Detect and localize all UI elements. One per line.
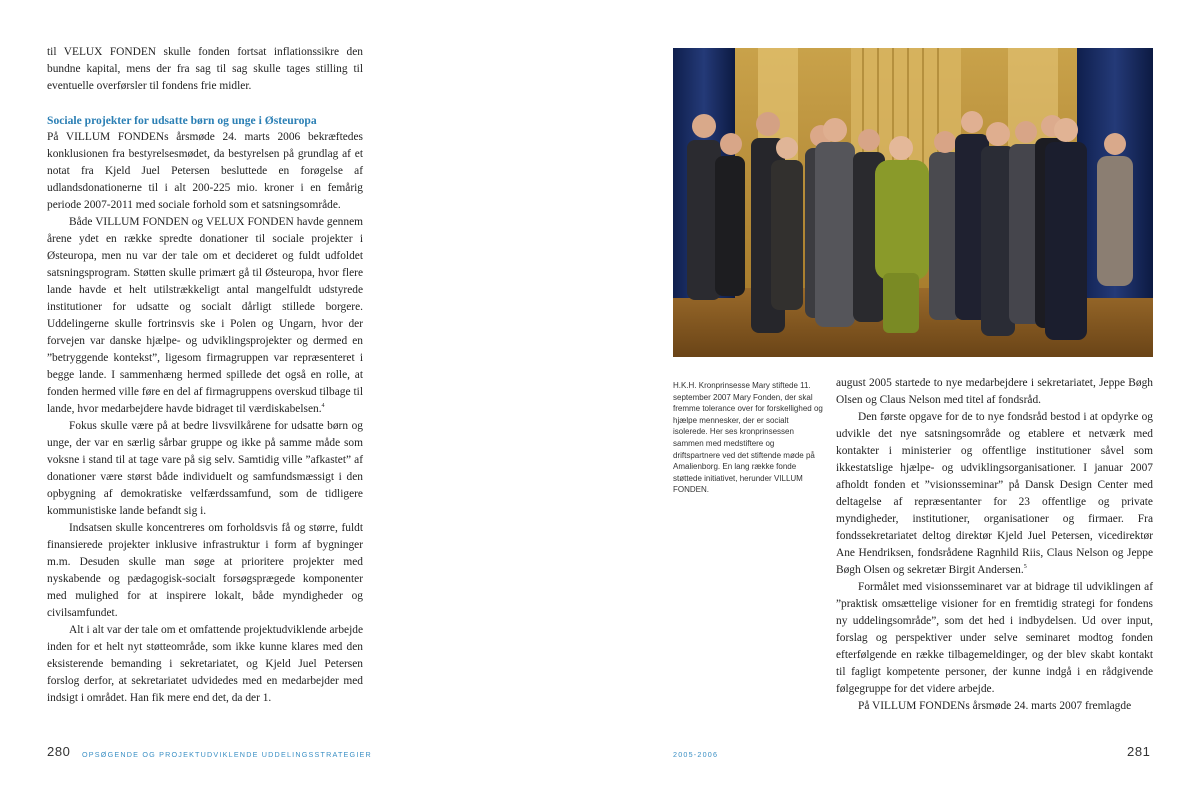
paragraph: På VILLUM FONDENs årsmøde 24. marts 2006 bekræftedes konklusionen fra bestyrelsesmødet, da bestyrelsen på grundlag af et notat fra Kjeld Juel Petersen besluttede en forøgelse af udlandsdonationerne til i alt 200-225 mio. kroner i en femårig periode 2007-2011 med sociale forhold som et satsningsområde.: [47, 131, 363, 211]
section-heading: Sociale projekter for udsatte børn og unge i Østeuropa: [47, 114, 317, 127]
paragraph-text: Både VILLUM FONDEN og VELUX FONDEN havde gennem årene ydet en række spredte donationer til sociale projekter i Østeuropa, men nu var der tale om et decideret og fuldt udfoldet satsningsprogram. Støtten skulle primært gå til Østeuropa, hvor flere lande havde et helt utilstrækkeligt antal mangelfuldt udstyrede institutioner for udsatte og socialt dårligt stillede borgere. Uddelingerne skulle fortrinsvis ske i Polen og Ungarn, hvor der forvejen var danske hjælpe- og udviklingsprojekter og dermed en ”betryggende kontekst”, ligesom firmagruppen var repræsenteret i begge lande. I sammenhæng hermed spillede det også en rolle, at fonden hermed ville føre en del af firmagruppens overskud tilbage til lande, hvor medarbejdere havde bidraget til værdiskabelsen.: [47, 216, 363, 415]
running-years: 2005-2006: [673, 750, 719, 759]
page-number-left: 280: [47, 744, 71, 759]
paragraph: til VELUX FONDEN skulle fonden fortsat inflationssikre den bundne kapital, mens der fra sag til sag skulle tages stilling til eventuelle overførsler til fondens frie midler.: [47, 46, 363, 92]
group-photo: [673, 48, 1153, 357]
page-number-right: 281: [1127, 744, 1151, 759]
paragraph: Indsatsen skulle koncentreres om forholdsvis få og større, fuldt finansierede projekter inklusive infrastruktur i form af bygninger m.m. Desuden skulle man søge at prioritere projekter med nyskabende og pædagogisk-socialt forsøgsprægede komponenter med mulighed for at inspirere lokalt, både myndigheder og civilsamfundet.: [47, 522, 363, 619]
right-page: [600, 0, 1201, 806]
paragraph: august 2005 startede to nye medarbejdere i sekretariatet, Jeppe Bøgh Olsen og Claus Nelson med titel af fondsråd.: [836, 377, 1153, 406]
paragraph: Formålet med visionsseminaret var at bidrage til udviklingen af ”praktisk omsættelige visioner for en fremtidig strategi for fondens ny uddelingsområde”, som det hed i indbydelsen. Ud over input, forslag og perspektiver under selve seminaret modtog fonden efterfølgende en række tilbagemeldinger, og der blev skabt kontakt til fagligt kompetente personer, der kunne indgå i en rådgivende følgegruppe for det videre arbejde.: [836, 581, 1153, 695]
footnote-marker: 4: [321, 403, 325, 410]
paragraph: På VILLUM FONDENs årsmøde 24. marts 2007 fremlagde: [858, 700, 1132, 712]
paragraph: Alt i alt var der tale om et omfattende projektudviklende arbejde inden for et helt nyt støtteområde, som ikke kunne klares med den eksisterende bemanding i sekretariatet, og Kjeld Juel Petersen forslog derfor, at sekretariatet udvidedes med en medarbejder med indsigt i området. Han fik mere end det, da der 1.: [47, 624, 363, 704]
paragraph-with-footnote: [47, 214, 363, 418]
right-text-column: [836, 375, 1153, 715]
running-title: OPSØGENDE OG PROJEKTUDVIKLENDE UDDELINGSSTRATEGIER: [82, 750, 372, 759]
photo-caption: H.K.H. Kronprinsesse Mary stiftede 11. september 2007 Mary Fonden, der skal fremme tolerance over for forskellighed og hjælpe mennesker, der er socialt isolerede. Her ses kronprinsessen sammen med medstiftere og driftspartnere ved det stiftende møde på Amalienborg. En lang række fonde støttede initiativet, herunder VILLUM FONDEN.: [673, 381, 823, 495]
paragraph: Fokus skulle være på at bedre livsvilkårene for udsatte børn og unge, der var en særlig sårbar gruppe og ikke på samme måde som voksne i stand til at tage vare på sig selv. Samtidig ville ”afkastet” af donationer være størst både individuelt og samfundsmæssigt i den opbygning af demokratiske velfærdssamfund, som de tidligere kommunistiske lande befandt sig i.: [47, 420, 363, 517]
footnote-marker: 5: [1023, 564, 1027, 571]
paragraph-text: Den første opgave for de to nye fondsråd bestod i at opdyrke og udvikle det nye satsningsområde og etablere et netværk med kontakter i ministerier og offentlige institutioner såvel som ikkestatslige hjælpe- og udviklingsorganisationer. I januar 2007 afholdt fonden et ”visionsseminar” på Dansk Design Center med deltagelse af repræsentanter for 23 offentlige og private myndigheder, institutioner, organisationer og firmaer. Fra fondssekretariatet deltog direktør Kjeld Juel Petersen, vicedirektør Ane Hendriksen, fondsrådene Ragnhild Riis, Claus Nelson og Jeppe Bøgh Olsen og sekretær Birgit Andersen.: [836, 411, 1153, 576]
paragraph-with-footnote: [836, 409, 1153, 579]
left-text-column: [47, 44, 363, 707]
left-page: [0, 0, 600, 806]
